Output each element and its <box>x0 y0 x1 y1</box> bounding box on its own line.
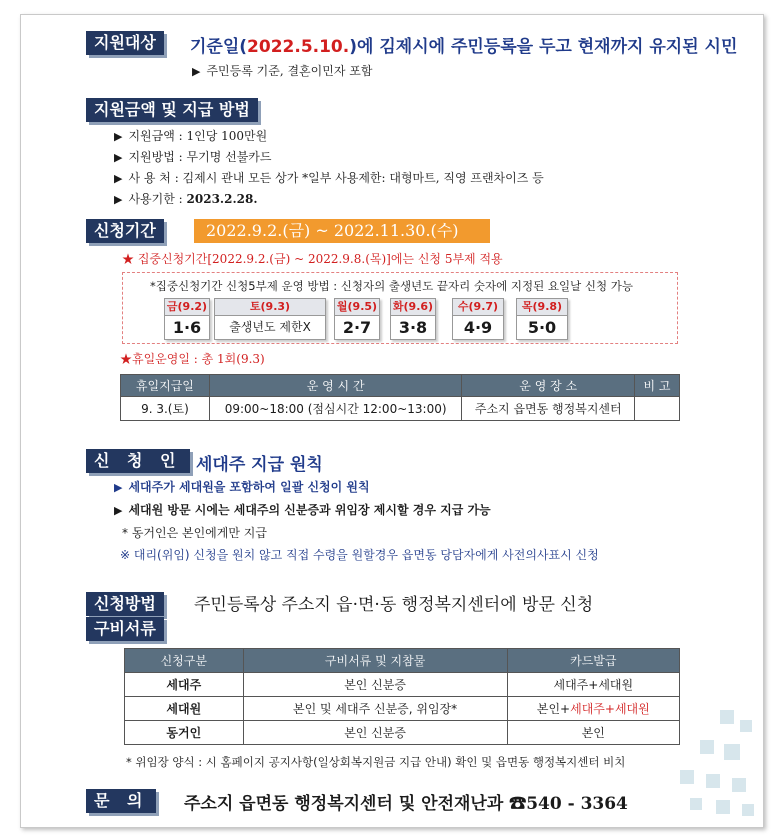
docs-table <box>124 648 680 745</box>
target-note-text: 주민등록 기준, 결혼이민자 포함 <box>206 64 373 78</box>
applicant-line: * 동거인은 본인에게만 지급 <box>122 526 267 540</box>
rotation-rule: *집중신청기간 신청5부제 운영 방법 : 신청자의 출생년도 끝자리 숫자에 지정된 요일날 신청 가능 <box>150 279 633 293</box>
triangle-icon: ▶ <box>192 65 201 78</box>
section-tag-amount: 지원금액 및 지급 방법 <box>86 98 258 122</box>
triangle-icon: ▶ <box>114 151 123 164</box>
section-tag-docs: 구비서류 <box>86 617 164 641</box>
target-date: 2022.5.10. <box>247 37 350 57</box>
day-card: 금(9.2) 1·6 <box>164 298 210 340</box>
method-text: 주민등록상 주소지 읍·면·동 행정복지센터에 방문 신청 <box>194 595 594 615</box>
holiday-table <box>120 374 680 421</box>
day-card: 수(9.7) 4·9 <box>452 298 504 340</box>
amount-item: ▶ 지원금액 : 1인당 100만원 <box>114 129 268 143</box>
table-row: 9. 3.(토) 09:00~18:00 (점심시간 12:00~13:00) 주소지 읍면동 행정복지센터 <box>121 397 680 421</box>
table-header-row: 신청구분 구비서류 및 지참물 카드발급 <box>125 649 680 673</box>
amount-list <box>114 126 544 210</box>
intensive-note: ★ 집중신청기간[2022.9.2.(금) ~ 2022.9.8.(목)]에는 신청 5부제 적용 <box>122 252 503 266</box>
section-tag-contact: 문 의 <box>86 789 156 813</box>
triangle-icon: ▶ <box>114 504 123 517</box>
docs-footnote: * 위임장 양식 : 시 홈페이지 공지사항(일상회복지원금 지급 안내) 확인 및 읍면동 행정복지센터 비치 <box>126 755 626 769</box>
section-tag-applicant: 신 청 인 <box>86 449 190 473</box>
applicant-line: ▶ 세대주가 세대원을 포함하여 일괄 신청이 원칙 <box>114 480 370 494</box>
table-row: 세대주 본인 신분증 세대주+세대원 <box>125 673 680 697</box>
target-headline <box>190 32 737 57</box>
table-row: 세대원 본인 및 세대주 신분증, 위임장* 본인+세대주+세대원 <box>125 697 680 721</box>
section-tag-method: 신청방법 <box>86 592 164 616</box>
triangle-icon: ▶ <box>114 193 123 206</box>
applicant-lines <box>114 476 599 566</box>
table-header-row: 휴일지급일 운 영 시 간 운 영 장 소 비 고 <box>121 375 680 397</box>
day-card: 월(9.5) 2·7 <box>334 298 380 340</box>
day-card: 목(9.8) 5·0 <box>516 298 568 340</box>
section-tag-target: 지원대상 <box>86 31 164 55</box>
target-note <box>192 62 372 79</box>
target-headline-post: )에 김제시에 주민등록을 두고 현재까지 유지된 시민 <box>349 37 738 57</box>
table-row: 동거인 본인 신분증 본인 <box>125 721 680 745</box>
decorative-mosaic-icon <box>660 700 760 824</box>
day-card: 화(9.6) 3·8 <box>390 298 436 340</box>
day-card: 토(9.3) 출생년도 제한X <box>214 298 326 340</box>
applicant-headline: 세대주 지급 원칙 <box>196 455 323 475</box>
contact-text: 주소지 읍면동 행정복지센터 및 안전재난과 ☎540 - 3364 <box>184 794 628 814</box>
card-cell: 본인+세대주+세대원 <box>507 697 679 721</box>
triangle-icon: ▶ <box>114 172 123 185</box>
amount-item: ▶ 사용기한 : 2023.2.28. <box>114 192 258 206</box>
triangle-icon: ▶ <box>114 481 123 494</box>
applicant-line: ▶ 세대원 방문 시에는 세대주의 신분증과 위임장 제시할 경우 지급 가능 <box>114 503 491 517</box>
target-headline-pre: 기준일( <box>190 37 248 57</box>
holiday-note: ★휴일운영일 : 총 1회(9.3) <box>120 352 265 366</box>
section-tag-period: 신청기간 <box>86 219 164 243</box>
triangle-icon: ▶ <box>114 130 123 143</box>
amount-item: ▶ 사 용 처 : 김제시 관내 모든 상가 *일부 사용제한: 대형마트, 직영 프랜차이즈 등 <box>114 171 544 185</box>
applicant-line: ※ 대리(위임) 신청을 원치 않고 직접 수령을 원할경우 읍면동 당담자에게 사전의사표시 신청 <box>120 548 599 562</box>
period-range: 2022.9.2.(금) ~ 2022.11.30.(수) <box>194 219 490 243</box>
amount-item: ▶ 지원방법 : 무기명 선불카드 <box>114 150 272 164</box>
